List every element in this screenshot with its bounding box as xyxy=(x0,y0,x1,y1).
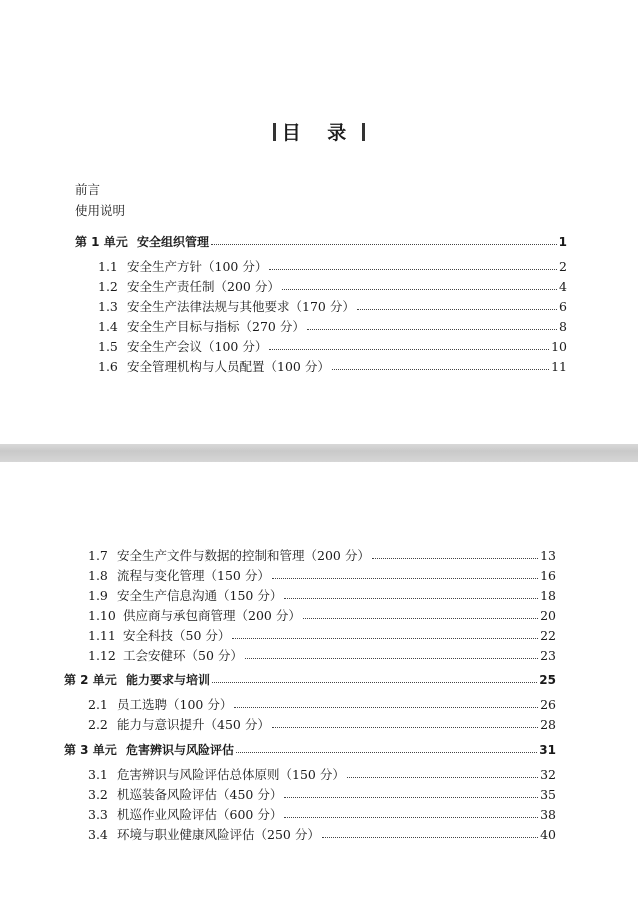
toc-page: 32 xyxy=(540,767,556,782)
toc-section-row[interactable] xyxy=(88,647,556,665)
heading-bar-right xyxy=(362,123,365,141)
toc-heading-text: 目 录 xyxy=(281,122,357,144)
toc-title: 能力与意识提升（450 分） xyxy=(117,717,270,732)
toc-leader-dots xyxy=(284,817,538,818)
toc-title: 安全生产方针（100 分） xyxy=(127,259,268,274)
toc-section-row[interactable] xyxy=(98,298,567,316)
toc-page: 1 xyxy=(558,235,567,249)
toc-leader-dots xyxy=(211,244,557,245)
toc-page-2 xyxy=(0,462,638,911)
toc-page: 40 xyxy=(540,827,556,842)
toc-title: 安全管理机构与人员配置（100 分） xyxy=(127,359,330,374)
toc-num: 3.2 xyxy=(88,787,108,802)
toc-num: 1.2 xyxy=(98,279,118,294)
toc-num: 1.11 xyxy=(88,628,116,643)
toc-page: 23 xyxy=(540,648,556,663)
toc-title: 安全生产目标与指标（270 分） xyxy=(127,319,305,334)
toc-section-row[interactable] xyxy=(98,318,567,336)
toc-leader-dots xyxy=(284,598,538,599)
toc-section-row[interactable] xyxy=(88,587,556,605)
toc-num: 3.1 xyxy=(88,767,108,782)
toc-section-row[interactable] xyxy=(88,607,556,625)
toc-num: 1.1 xyxy=(98,259,118,274)
toc-section-row[interactable] xyxy=(98,358,567,376)
toc-num: 1.10 xyxy=(88,608,116,623)
toc-title: 危害辨识与风险评估总体原则（150 分） xyxy=(117,767,345,782)
toc-title: 工会安健环（50 分） xyxy=(123,648,243,663)
toc-title: 流程与变化管理（150 分） xyxy=(117,568,270,583)
toc-leader-dots xyxy=(212,682,537,683)
toc-section-row[interactable] xyxy=(88,826,556,844)
toc-title: 安全生产法律法规与其他要求（170 分） xyxy=(127,299,355,314)
toc-page: 20 xyxy=(540,608,556,623)
toc-section-row[interactable] xyxy=(88,627,556,645)
toc-leader-dots xyxy=(332,369,549,370)
toc-page: 4 xyxy=(559,279,567,294)
toc-section-row[interactable] xyxy=(98,278,567,296)
toc-section-row[interactable] xyxy=(88,696,556,714)
toc-heading xyxy=(0,118,638,145)
toc-page: 2 xyxy=(559,259,567,274)
toc-title: 安全组织管理 xyxy=(137,235,210,249)
toc-num: 2.1 xyxy=(88,697,108,712)
toc-num: 1.4 xyxy=(98,319,118,334)
toc-num: 第 2 单元 xyxy=(64,673,117,687)
toc-title: 能力要求与培训 xyxy=(126,673,211,687)
toc-num: 1.7 xyxy=(88,548,108,563)
toc-page: 11 xyxy=(551,359,567,374)
toc-leader-dots xyxy=(269,269,557,270)
toc-section-row[interactable] xyxy=(88,716,556,734)
toc-num: 1.5 xyxy=(98,339,118,354)
toc-unit-row[interactable] xyxy=(64,741,556,759)
toc-page: 22 xyxy=(540,628,556,643)
toc-leader-dots xyxy=(303,618,538,619)
toc-unit-row[interactable] xyxy=(75,233,567,251)
toc-title: 员工选聘（100 分） xyxy=(117,697,233,712)
toc-section-row[interactable] xyxy=(88,547,556,565)
toc-page: 16 xyxy=(540,568,556,583)
toc-num: 1.6 xyxy=(98,359,118,374)
toc-leader-dots xyxy=(272,578,538,579)
toc-title: 机巡装备风险评估（450 分） xyxy=(117,787,283,802)
front-matter-usage[interactable]: 使用说明 xyxy=(75,203,126,218)
toc-section-row[interactable] xyxy=(98,258,567,276)
toc-page: 28 xyxy=(540,717,556,732)
toc-unit-row[interactable] xyxy=(64,671,556,689)
toc-page: 18 xyxy=(540,588,556,603)
toc-leader-dots xyxy=(282,289,557,290)
toc-title: 危害辨识与风险评估 xyxy=(126,743,235,757)
toc-num: 3.3 xyxy=(88,807,108,822)
heading-bar-left xyxy=(273,123,276,141)
toc-leader-dots xyxy=(232,638,538,639)
toc-num: 1.12 xyxy=(88,648,116,663)
toc-num: 第 3 单元 xyxy=(64,743,117,757)
toc-leader-dots xyxy=(284,797,538,798)
toc-page-1 xyxy=(0,0,638,444)
toc-leader-dots xyxy=(269,349,549,350)
toc-title: 安全生产文件与数据的控制和管理（200 分） xyxy=(117,548,370,563)
toc-page: 35 xyxy=(540,787,556,802)
toc-page: 38 xyxy=(540,807,556,822)
toc-leader-dots xyxy=(322,837,538,838)
toc-section-row[interactable] xyxy=(88,786,556,804)
toc-num: 1.3 xyxy=(98,299,118,314)
toc-title: 环境与职业健康风险评估（250 分） xyxy=(117,827,320,842)
toc-num: 1.9 xyxy=(88,588,108,603)
toc-num: 2.2 xyxy=(88,717,108,732)
toc-title: 安全生产责任制（200 分） xyxy=(127,279,280,294)
toc-leader-dots xyxy=(357,309,557,310)
toc-section-row[interactable] xyxy=(88,766,556,784)
toc-page: 10 xyxy=(551,339,567,354)
toc-leader-dots xyxy=(245,658,538,659)
toc-leader-dots xyxy=(234,707,538,708)
toc-page: 6 xyxy=(559,299,567,314)
toc-page: 31 xyxy=(539,743,556,757)
toc-page: 8 xyxy=(559,319,567,334)
toc-leader-dots xyxy=(372,558,538,559)
toc-page: 13 xyxy=(540,548,556,563)
toc-section-row[interactable] xyxy=(88,806,556,824)
toc-title: 安全生产会议（100 分） xyxy=(127,339,268,354)
page-separator xyxy=(0,444,638,462)
toc-page: 26 xyxy=(540,697,556,712)
toc-section-row[interactable] xyxy=(98,338,567,356)
toc-leader-dots xyxy=(307,329,557,330)
toc-leader-dots xyxy=(272,727,538,728)
toc-leader-dots xyxy=(236,752,537,753)
toc-num: 3.4 xyxy=(88,827,108,842)
toc-title: 安全科技（50 分） xyxy=(123,628,231,643)
toc-leader-dots xyxy=(347,777,538,778)
toc-page: 25 xyxy=(539,673,556,687)
toc-title: 机巡作业风险评估（600 分） xyxy=(117,807,283,822)
toc-title: 供应商与承包商管理（200 分） xyxy=(123,608,301,623)
toc-section-row[interactable] xyxy=(88,567,556,585)
toc-num: 1.8 xyxy=(88,568,108,583)
front-matter-preface[interactable]: 前言 xyxy=(75,182,101,197)
toc-title: 安全生产信息沟通（150 分） xyxy=(117,588,283,603)
toc-num: 第 1 单元 xyxy=(75,235,128,249)
